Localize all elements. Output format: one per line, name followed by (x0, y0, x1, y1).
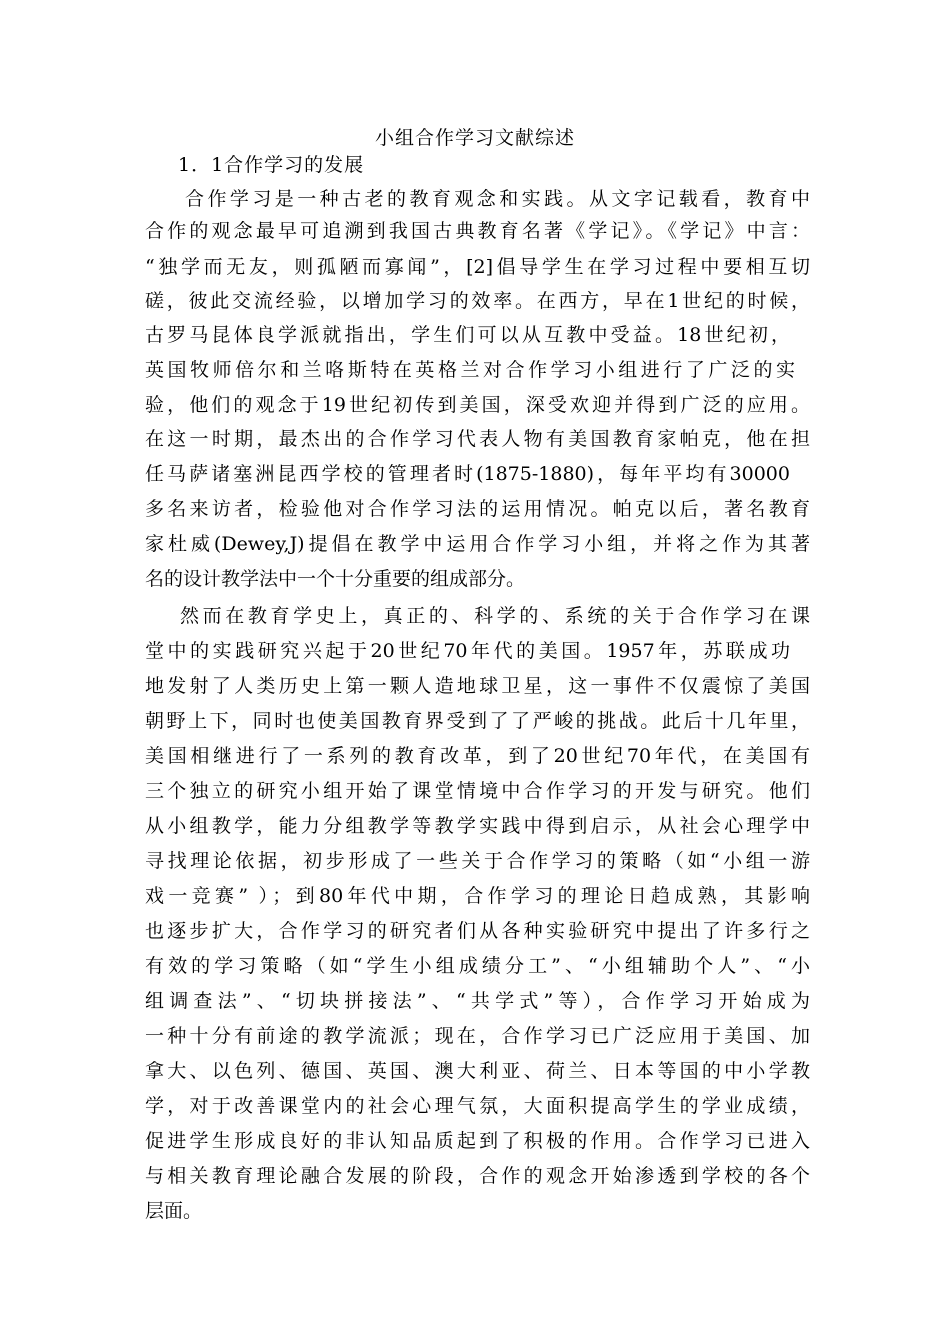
paragraph-1-line-4: 磋，彼此交流经验，以增加学习的效率。在西方，早在1世纪的时候， (145, 290, 810, 312)
paragraph-2-line-6: 三个独立的研究小组开始了课堂情境中合作学习的开发与研究。他们 (145, 780, 810, 802)
paragraph-2-line-10: 也逐步扩大，合作学习的研究者们从各种实验研究中提出了许多行之 (145, 920, 810, 942)
paragraph-2-line-15: 学，对于改善课堂内的社会心理气氛，大面积提高学生的学业成绩， (145, 1095, 810, 1117)
paragraph-2-line-14: 拿大、以色列、德国、英国、澳大利亚、荷兰、日本等国的中小学教 (145, 1060, 810, 1082)
paragraph-2-line-8: 寻找理论依据，初步形成了一些关于合作学习的策略（如“小组一游 (145, 850, 810, 872)
paragraph-1-line-8: 在这一时期，最杰出的合作学习代表人物有美国教育家帕克，他在担 (145, 428, 810, 450)
paragraph-2-line-17: 与相关教育理论融合发展的阶段，合作的观念开始渗透到学校的各个 (145, 1165, 810, 1187)
paragraph-2-line-2: 堂中的实践研究兴起于20世纪70年代的美国。1957年，苏联成功 (145, 640, 790, 662)
paragraph-1-line-7: 验，他们的观念于19世纪初传到美国，深受欢迎并得到广泛的应用。 (145, 394, 810, 416)
paragraph-2-line-11: 有效的学习策略（如“学生小组成绩分工”、“小组辅助个人”、“小 (145, 955, 810, 977)
paragraph-2-line-3: 地发射了人类历史上第一颗人造地球卫星，这一事件不仅震惊了美国 (145, 675, 810, 697)
paragraph-1-line-3: “独学而无友，则孤陋而寡闻”，[2]倡导学生在学习过程中要相互切 (145, 256, 810, 278)
paragraph-1-line-1: 合作学习是一种古老的教育观念和实践。从文字记载看，教育中 (185, 188, 810, 210)
paragraph-2-line-13: 一种十分有前途的教学流派；现在，合作学习已广泛应用于美国、加 (145, 1025, 810, 1047)
document-title: 小组合作学习文献综述 (374, 127, 575, 149)
paragraph-1-line-10: 多名来访者，检验他对合作学习法的运用情况。帕克以后，著名教育 (145, 498, 810, 520)
paragraph-1-line-5: 古罗马昆体良学派就指出，学生们可以从互教中受益。18世纪初， (145, 324, 790, 346)
paragraph-2-line-18: 层面。 (145, 1200, 203, 1222)
paragraph-1-line-2: 合作的观念最早可追溯到我国古典教育名著《学记》。《学记》中言： (145, 220, 810, 242)
section-heading: 1．1合作学习的发展 (178, 154, 365, 176)
paragraph-1-line-12: 名的设计教学法中一个十分重要的组成部分。 (145, 568, 526, 590)
paragraph-2-line-16: 促进学生形成良好的非认知品质起到了积极的作用。合作学习已进入 (145, 1130, 810, 1152)
paragraph-1-line-6: 英国牧师倍尔和兰咯斯特在英格兰对合作学习小组进行了广泛的实 (145, 359, 795, 381)
paragraph-1-line-11: 家杜威(Dewey,J)提倡在教学中运用合作学习小组，并将之作为其著 (145, 533, 810, 555)
paragraph-2-line-12: 组调查法”、“切块拼接法”、“共学式”等），合作学习开始成为 (145, 990, 810, 1012)
paragraph-1-line-9: 任马萨诸塞洲昆西学校的管理者时(1875-1880)，每年平均有30000 (145, 463, 790, 485)
paragraph-2-line-1: 然而在教育学史上，真正的、科学的、系统的关于合作学习在课 (180, 605, 810, 627)
paragraph-2-line-7: 从小组教学，能力分组教学等教学实践中得到启示，从社会心理学中 (145, 815, 810, 837)
paragraph-2-line-4: 朝野上下，同时也使美国教育界受到了了严峻的挑战。此后十几年里， (145, 710, 810, 732)
paragraph-2-line-5: 美国相继进行了一系列的教育改革，到了20世纪70年代，在美国有 (145, 745, 810, 767)
paragraph-2-line-9: 戏一竞赛” ）；到80年代中期，合作学习的理论日趋成熟，其影响 (145, 885, 810, 907)
